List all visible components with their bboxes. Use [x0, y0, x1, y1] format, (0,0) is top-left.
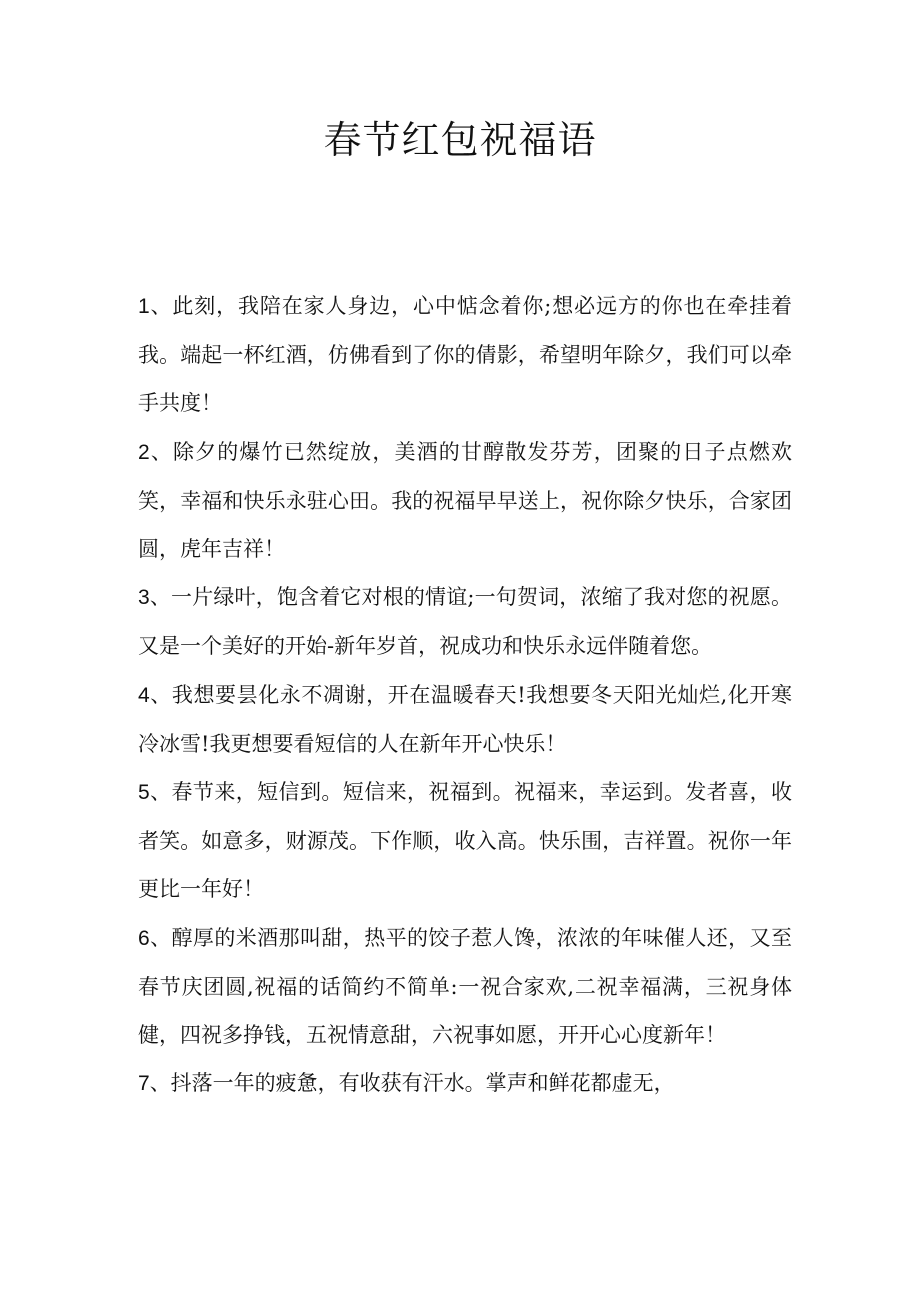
document-body: [138, 282, 792, 1108]
paragraph-text: 、此刻，我陪在家人身边，心中惦念着你;想必远方的你也在牵挂着我。端起一杯红酒，仿佛看到了你的倩影，希望明年除夕，我们可以牵手共度！: [138, 294, 792, 416]
paragraph-7: [138, 1059, 792, 1108]
paragraph-text: 、除夕的爆竹已然绽放，美酒的甘醇散发芬芳，团聚的日子点燃欢笑，幸福和快乐永驻心田。我的祝福早早送上，祝你除夕快乐，合家团圆，虎年吉祥！: [138, 439, 792, 562]
paragraph-6: [138, 914, 792, 1060]
paragraph-number: 2: [138, 440, 150, 464]
paragraph-number: 6: [138, 926, 150, 950]
paragraph-number: 5: [138, 781, 150, 805]
paragraph-3: [138, 573, 792, 670]
page-title: 春节红包祝福语: [323, 118, 597, 162]
paragraph-number: 1: [138, 295, 150, 318]
paragraph-number: 4: [138, 683, 150, 707]
paragraph-2: [138, 428, 792, 574]
paragraph-text: 、抖落一年的疲惫，有收获有汗水。掌声和鲜花都虚无，: [149, 1071, 675, 1096]
paragraph-5: [138, 768, 792, 914]
paragraph-text: 、一片绿叶，饱含着它对根的情谊;一句贺词，浓缩了我对您的祝愿。又是一个美好的开始-新年岁首，祝成功和快乐永远伴随着您。: [138, 585, 792, 659]
paragraph-number: 3: [138, 586, 150, 610]
paragraph-text: 、我想要昙化永不凋谢，开在温暖春天!我想要冬天阳光灿烂,化开寒冷冰雪!我更想要看短信的人在新年开心快乐！: [138, 682, 792, 756]
paragraph-number: 7: [138, 1072, 150, 1096]
paragraph-1: [138, 282, 792, 428]
paragraph-text: 、醇厚的米酒那叫甜，热平的饺子惹人馋，浓浓的年味催人还，又至春节庆团圆,祝福的话简约不简单:一祝合家欢,二祝幸福满，三祝身体健，四祝多挣钱，五祝情意甜，六祝事如愿，开开心心度新年！: [138, 925, 792, 1048]
paragraph-text: 、春节来，短信到。短信来，祝福到。祝福来，幸运到。发者喜，收者笑。如意多，财源茂。下作顺，收入高。快乐围，吉祥置。祝你一年更比一年好！: [138, 780, 792, 902]
paragraph-4: [138, 671, 792, 768]
